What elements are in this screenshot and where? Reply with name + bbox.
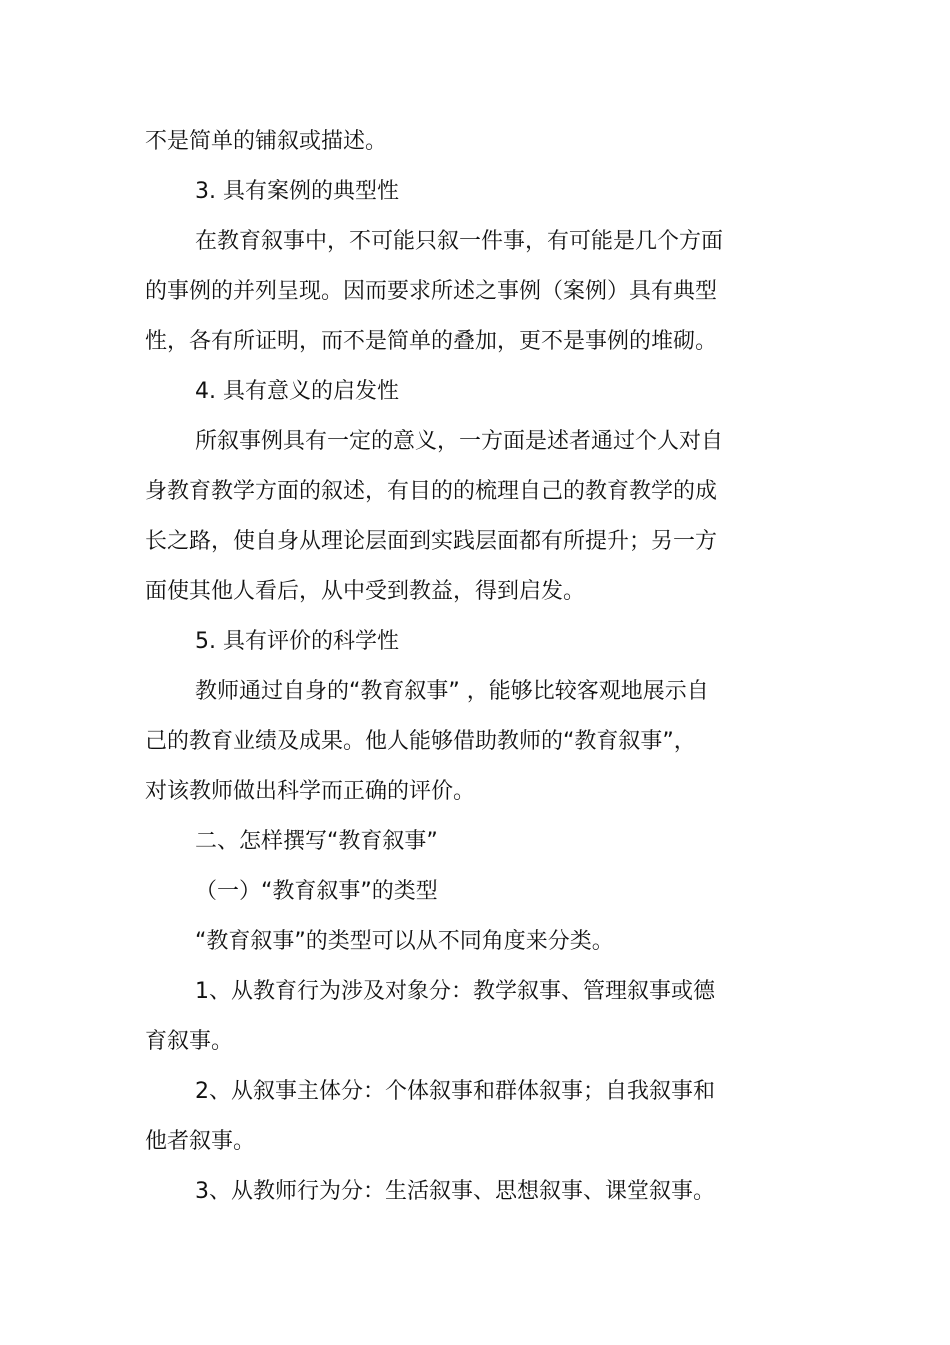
section-heading: 3. 具有案例的典型性 xyxy=(195,179,399,204)
list-item: 3、从教师行为分：生活叙事、思想叙事、课堂叙事。 xyxy=(195,1179,715,1204)
text-line: 身教育教学方面的叙述，有目的的梳理自己的教育教学的成 xyxy=(145,479,718,504)
section-heading: 5. 具有评价的科学性 xyxy=(195,629,399,654)
list-item: 2、从叙事主体分：个体叙事和群体叙事；自我叙事和 xyxy=(195,1079,715,1104)
text-line: 不是简单的铺叙或描述。 xyxy=(145,129,388,154)
text-line: 面使其他人看后，从中受到教益，得到启发。 xyxy=(145,579,586,604)
text-line: 他者叙事。 xyxy=(145,1129,256,1154)
text-line: “教育叙事”的类型可以从不同角度来分类。 xyxy=(195,929,614,954)
text-line: 在教育叙事中，不可能只叙一件事，有可能是几个方面 xyxy=(195,229,724,254)
text-line: 长之路，使自身从理论层面到实践层面都有所提升；另一方 xyxy=(145,529,718,554)
section-heading: 4. 具有意义的启发性 xyxy=(195,379,399,404)
text-line: 对该教师做出科学而正确的评价。 xyxy=(145,779,476,804)
subsection-heading: （一）“教育叙事”的类型 xyxy=(195,879,438,904)
section-heading: 二、怎样撰写“教育叙事” xyxy=(195,829,438,854)
text-line: 育叙事。 xyxy=(145,1029,234,1054)
text-line: 的事例的并列呈现。因而要求所述之事例（案例）具有典型 xyxy=(145,279,718,304)
list-item: 1、从教育行为涉及对象分：教学叙事、管理叙事或德 xyxy=(195,979,715,1004)
text-line: 教师通过自身的“教育叙事” ，能够比较客观地展示自 xyxy=(195,679,709,704)
text-line: 己的教育业绩及成果。他人能够借助教师的“教育叙事”， xyxy=(145,729,696,754)
text-line: 性，各有所证明，而不是简单的叠加，更不是事例的堆砌。 xyxy=(145,329,718,354)
text-line: 所叙事例具有一定的意义，一方面是述者通过个人对自 xyxy=(195,429,724,454)
